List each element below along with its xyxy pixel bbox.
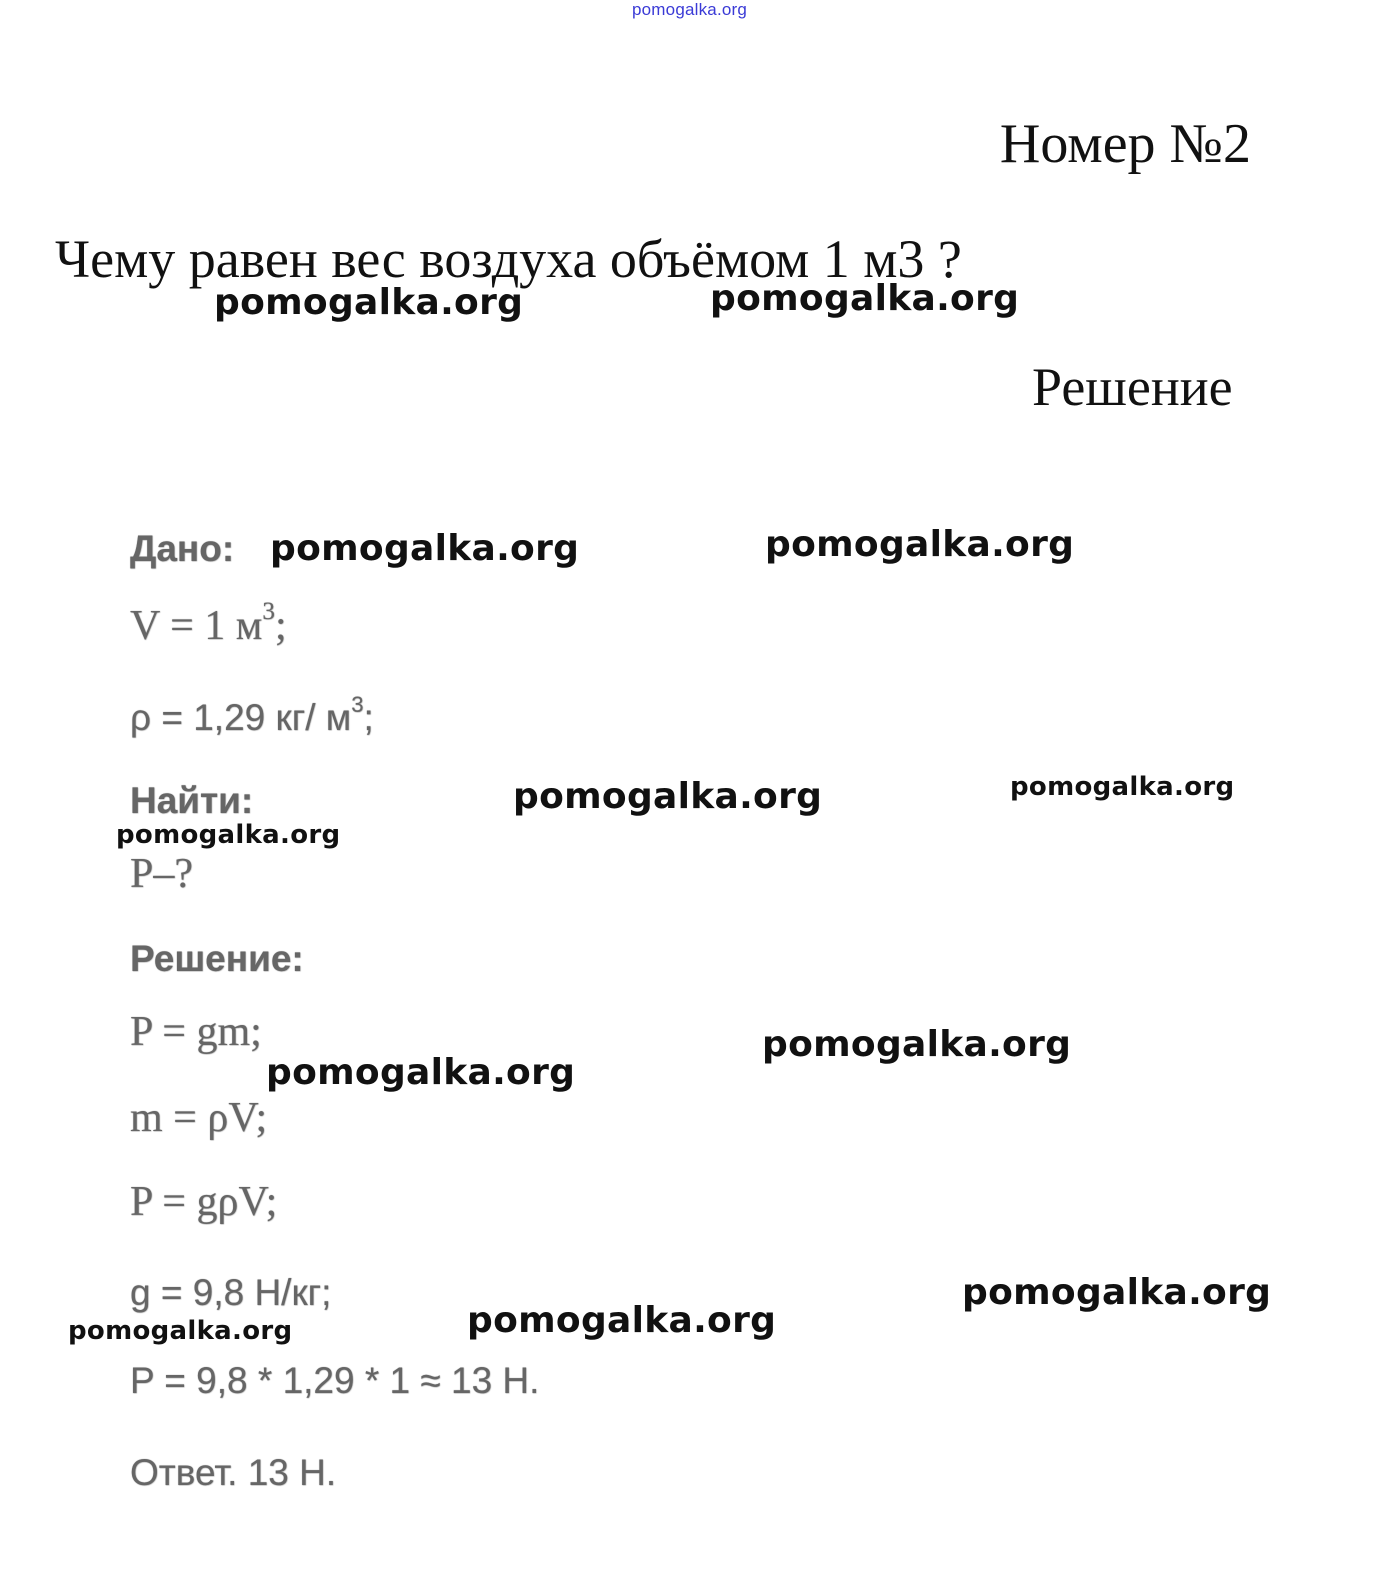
watermark: pomogalka.org: [68, 1316, 293, 1346]
given-volume-text: V = 1 м: [130, 603, 263, 650]
given-density-exponent: 3: [351, 692, 364, 717]
watermark: pomogalka.org: [270, 528, 580, 569]
given-density-text: ρ = 1,29 кг/ м: [130, 696, 352, 738]
formula-weight: P = gm;: [130, 1009, 262, 1055]
calculation: P = 9,8 * 1,29 * 1 ≈ 13 Н.: [130, 1360, 540, 1401]
task-number-heading: Номер №2: [999, 113, 1251, 175]
solution-heading: Решение: [1032, 357, 1233, 417]
watermark: pomogalka.org: [513, 776, 823, 817]
solution-label: Решение:: [130, 938, 304, 979]
given-density: [130, 692, 374, 739]
watermark: pomogalka.org: [962, 1272, 1272, 1313]
formula-mass: m = ρV;: [130, 1095, 268, 1141]
watermark: pomogalka.org: [710, 278, 1020, 319]
formula-weight-combined: P = gρV;: [130, 1179, 278, 1225]
answer: Ответ. 13 Н.: [130, 1452, 337, 1493]
given-density-end: ;: [363, 696, 374, 738]
watermark: pomogalka.org: [214, 282, 524, 323]
watermark: pomogalka.org: [266, 1052, 576, 1093]
watermark: pomogalka.org: [762, 1024, 1072, 1065]
watermark: pomogalka.org: [765, 524, 1075, 565]
question-text: Чему равен вес воздуха объёмом 1 м3 ?: [55, 229, 962, 289]
given-volume-exponent: 3: [262, 598, 275, 625]
find-label: Найти:: [130, 780, 254, 821]
given-volume: [130, 598, 287, 650]
given-volume-end: ;: [274, 603, 287, 650]
watermark: pomogalka.org: [1010, 772, 1235, 802]
site-link[interactable]: pomogalka.org: [632, 0, 748, 19]
watermark: pomogalka.org: [116, 820, 341, 850]
gravity-value: g = 9,8 Н/кг;: [130, 1272, 332, 1313]
watermark: pomogalka.org: [467, 1300, 777, 1341]
find-value: P–?: [130, 851, 193, 897]
given-label: Дано:: [130, 528, 235, 569]
